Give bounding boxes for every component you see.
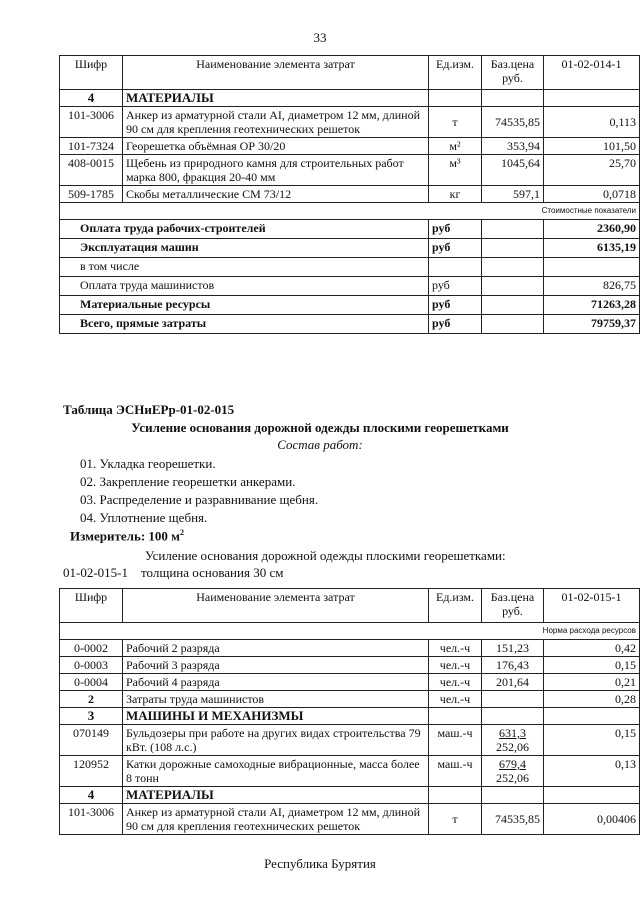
row-value: 0,15 — [544, 657, 640, 674]
section-number: 3 — [60, 708, 123, 725]
cost-row — [60, 296, 640, 315]
cost-name: Эксплуатация машин — [60, 239, 429, 258]
cost-value: 826,75 — [544, 277, 640, 296]
row-value: 101,50 — [544, 138, 640, 155]
header-name: Наименование элемента затрат — [123, 589, 429, 623]
resource-table-01-02-015 — [59, 588, 640, 835]
row-value: 0,113 — [544, 107, 640, 138]
cost-row — [60, 277, 640, 296]
cost-unit: руб — [429, 220, 482, 239]
row-value: 0,15 — [544, 725, 640, 756]
cost-value: 2360,90 — [544, 220, 640, 239]
row-code: 070149 — [60, 725, 123, 756]
row-value: 0,13 — [544, 756, 640, 787]
price-top: 631,3 — [499, 726, 526, 740]
header-unit: Ед.изм. — [429, 56, 482, 90]
header-unit: Ед.изм. — [429, 589, 482, 623]
norm-label: Норма расхода ресурсов — [60, 623, 640, 640]
cost-value: 71263,28 — [544, 296, 640, 315]
row-name: Рабочий 2 разряда — [123, 640, 429, 657]
table-row — [60, 155, 640, 186]
row-value: 0,28 — [544, 691, 640, 708]
work-item: 04. Уплотнение щебня. — [80, 510, 208, 525]
table-row — [60, 657, 640, 674]
cost-row — [60, 258, 640, 277]
row-price — [482, 725, 544, 756]
footer-region: Республика Бурятия — [264, 856, 376, 871]
row-value: 25,70 — [544, 155, 640, 186]
row-unit: т — [429, 804, 482, 835]
cost-unit — [429, 258, 482, 277]
intro-text: Усиление основания дорожной одежды плоскими георешетками: — [145, 548, 506, 563]
row-unit: кг — [429, 186, 482, 203]
cost-row — [60, 315, 640, 334]
cost-unit: руб — [429, 277, 482, 296]
table-row — [60, 725, 640, 756]
work-item: 03. Распределение и разравнивание щебня. — [80, 492, 319, 507]
row-name: Георешетка объёмная ОР 30/20 — [123, 138, 429, 155]
table-row — [60, 640, 640, 657]
header-price: Баз.цена руб. — [482, 589, 544, 623]
row-price: 201,64 — [482, 674, 544, 691]
row-code: 101-3006 — [60, 107, 123, 138]
row-price: 597,1 — [482, 186, 544, 203]
row-price: 151,23 — [482, 640, 544, 657]
variant-text: толщина основания 30 см — [141, 565, 284, 580]
row-name: Катки дорожные самоходные вибрационные, масса более 8 тонн — [123, 756, 429, 787]
cost-name: Оплата труда машинистов — [60, 277, 429, 296]
work-item: 01. Укладка георешетки. — [80, 456, 216, 471]
work-item: 02. Закрепление георешетки анкерами. — [80, 474, 296, 489]
cost-row — [60, 220, 640, 239]
row-value: 0,42 — [544, 640, 640, 657]
cost-name: Оплата труда рабочих-строителей — [60, 220, 429, 239]
cost-value: 79759,37 — [544, 315, 640, 334]
row-price — [482, 756, 544, 787]
price-bottom: 252,06 — [496, 740, 529, 754]
row-name: Скобы металлические СМ 73/12 — [123, 186, 429, 203]
page-number: 33 — [313, 30, 327, 45]
row-code: 0-0002 — [60, 640, 123, 657]
row-unit: м³ — [429, 155, 482, 186]
row-unit: чел.-ч — [429, 657, 482, 674]
table-row — [60, 804, 640, 835]
cost-name: в том числе — [60, 258, 429, 277]
row-name: Анкер из арматурной стали AI, диаметром 12 мм, длиной 90 см для крепления геотехнических решеток — [123, 804, 429, 835]
row-code: 120952 — [60, 756, 123, 787]
header-name: Наименование элемента затрат — [123, 56, 429, 90]
header-code: Шифр — [60, 56, 123, 90]
cost-name: Материальные ресурсы — [60, 296, 429, 315]
row-code: 0-0003 — [60, 657, 123, 674]
row-name: Рабочий 3 разряда — [123, 657, 429, 674]
cost-unit: руб — [429, 315, 482, 334]
header-column-code: 01-02-014-1 — [544, 56, 640, 90]
table-row — [60, 138, 640, 155]
row-value: 0,21 — [544, 674, 640, 691]
row-name: Щебень из природного камня для строительных работ марка 800, фракция 20-40 мм — [123, 155, 429, 186]
header-code: Шифр — [60, 589, 123, 623]
row-code: 101-7324 — [60, 138, 123, 155]
table-row — [60, 691, 640, 708]
section-number: 4 — [60, 787, 123, 804]
row-name: Затраты труда машинистов — [123, 691, 429, 708]
row-price: 353,94 — [482, 138, 544, 155]
row-price: 74535,85 — [482, 107, 544, 138]
section-number: 4 — [60, 90, 123, 107]
header-price: Баз.цена руб. — [482, 56, 544, 90]
row-code: 101-3006 — [60, 804, 123, 835]
row-name: Бульдозеры при работе на других видах строительства 79 кВт. (108 л.с.) — [123, 725, 429, 756]
cost-row — [60, 239, 640, 258]
meter-label: Измеритель: 100 $м^2$ — [70, 528, 185, 544]
row-price: 74535,85 — [482, 804, 544, 835]
cost-value — [544, 258, 640, 277]
cost-name: Всего, прямые затраты — [60, 315, 429, 334]
row-unit: т — [429, 107, 482, 138]
header-column-code: 01-02-015-1 — [544, 589, 640, 623]
section-number: 2 — [60, 691, 123, 708]
cost-unit: руб — [429, 239, 482, 258]
table-row — [60, 674, 640, 691]
row-name: Рабочий 4 разряда — [123, 674, 429, 691]
cost-unit: руб — [429, 296, 482, 315]
variant-code: 01-02-015-1 — [63, 565, 128, 580]
cost-value: 6135,19 — [544, 239, 640, 258]
resource-table-01-02-014 — [59, 55, 640, 334]
work-composition-title: Состав работ: — [277, 437, 363, 452]
table-caption: Таблица ЭСНиЕРр-01-02-015 — [63, 402, 235, 417]
table-row — [60, 107, 640, 138]
section-title: МАТЕРИАЛЫ — [123, 90, 429, 107]
row-code: 408-0015 — [60, 155, 123, 186]
row-unit: чел.-ч — [429, 691, 482, 708]
row-unit: чел.-ч — [429, 640, 482, 657]
row-unit: чел.-ч — [429, 674, 482, 691]
row-unit: маш.-ч — [429, 725, 482, 756]
section-title: МАТЕРИАЛЫ — [123, 787, 429, 804]
table-row — [60, 186, 640, 203]
row-value: 0,00406 — [544, 804, 640, 835]
table-row — [60, 756, 640, 787]
row-price: 176,43 — [482, 657, 544, 674]
price-bottom: 252,06 — [496, 771, 529, 785]
row-unit: маш.-ч — [429, 756, 482, 787]
price-top: 679,4 — [499, 757, 526, 771]
row-code: 0-0004 — [60, 674, 123, 691]
section-title: МАШИНЫ И МЕХАНИЗМЫ — [123, 708, 429, 725]
row-price: 1045,64 — [482, 155, 544, 186]
row-code: 509-1785 — [60, 186, 123, 203]
row-unit: м² — [429, 138, 482, 155]
row-name: Анкер из арматурной стали AI, диаметром 12 мм, длиной 90 см для крепления геотехнических решеток — [123, 107, 429, 138]
table-title: Усиление основания дорожной одежды плоскими георешетками — [131, 420, 509, 435]
row-value: 0,0718 — [544, 186, 640, 203]
cost-indicators-label: Стоимостные показатели — [60, 203, 640, 220]
